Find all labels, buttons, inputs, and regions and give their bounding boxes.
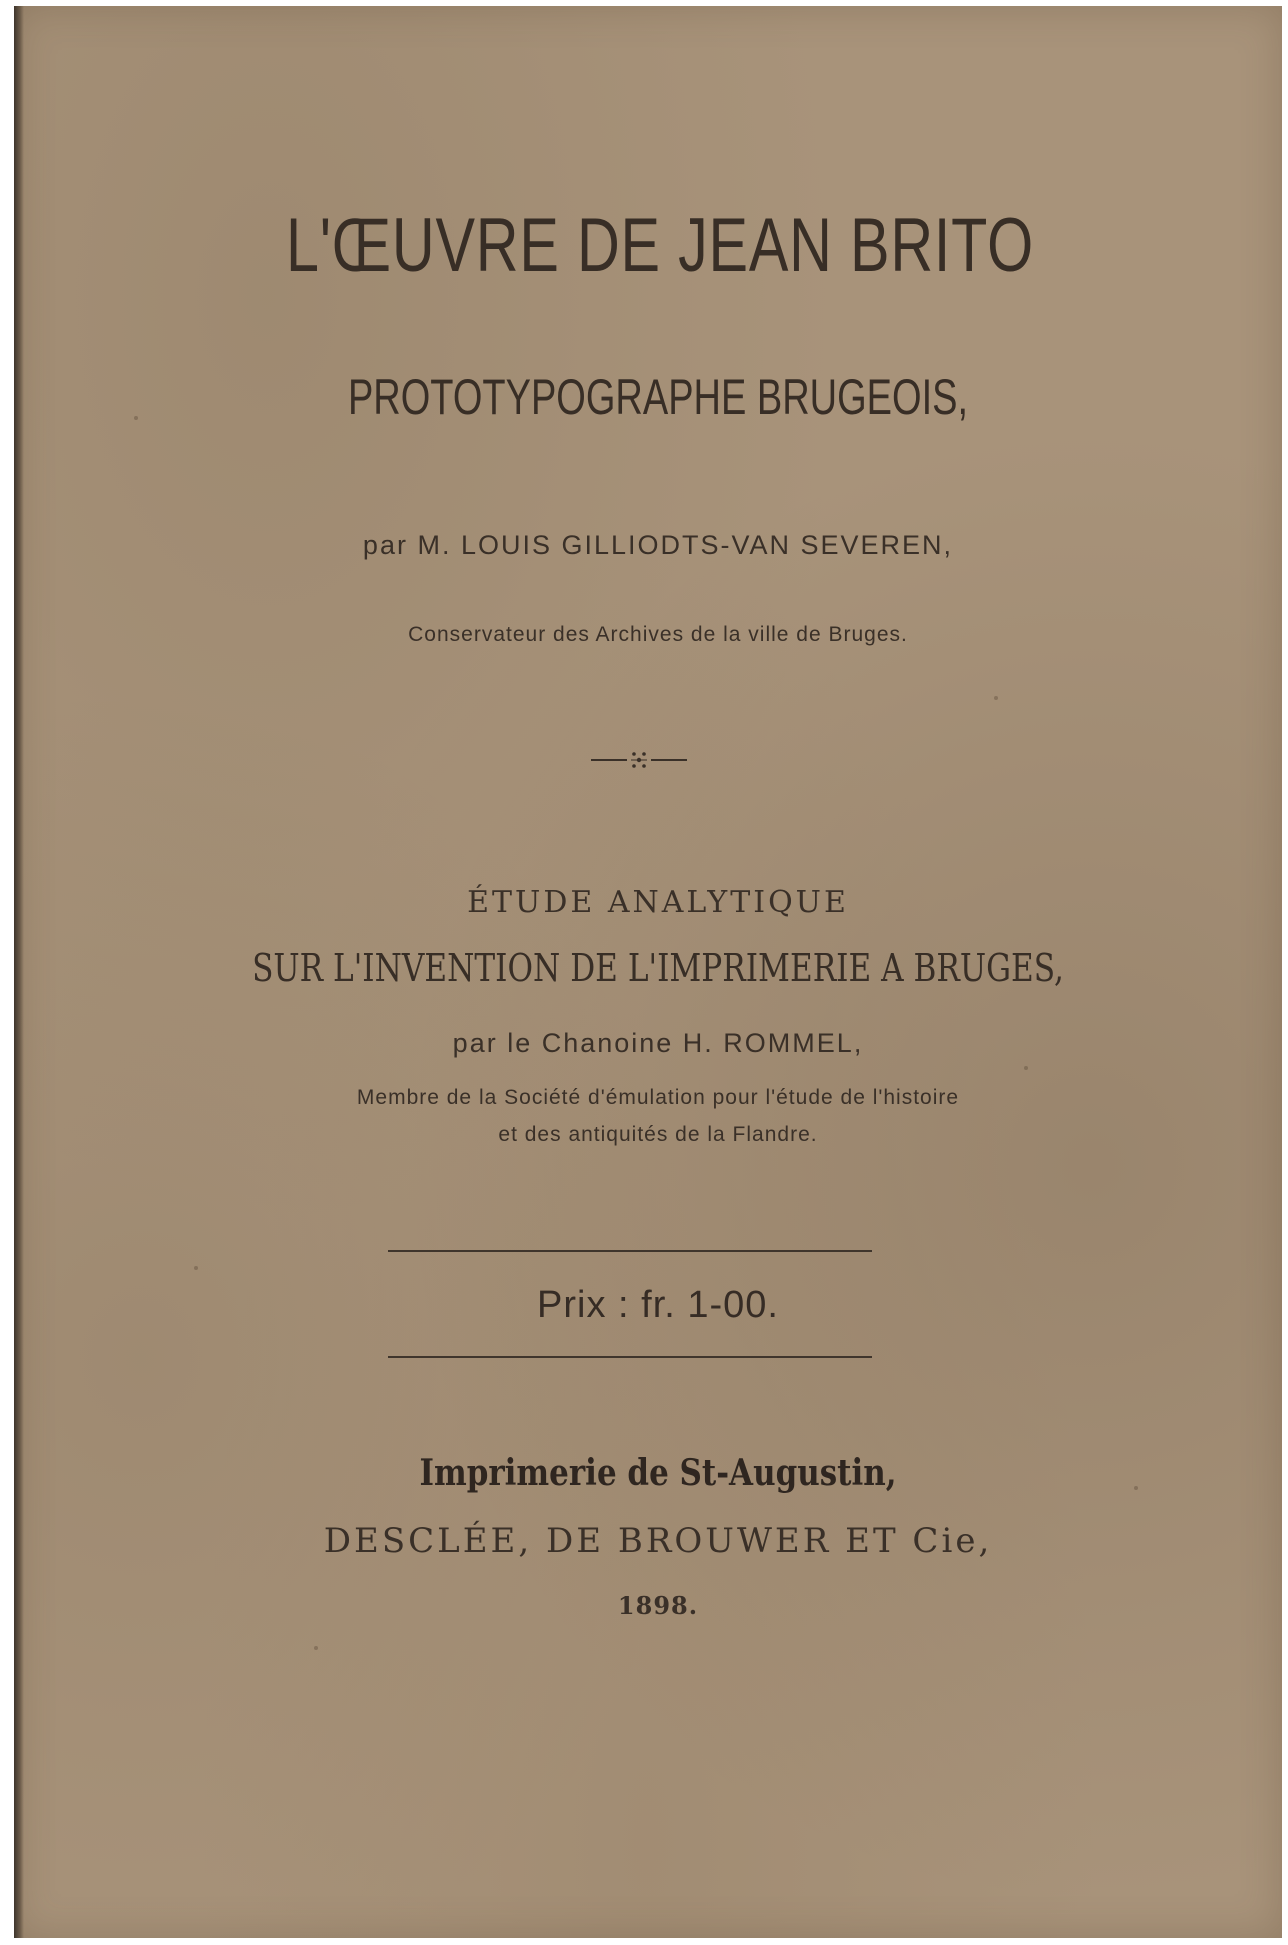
book-subtitle: PROTOTYPOGRAPHE BRUGEOIS,: [347, 369, 969, 425]
paper-foxing-spot: [994, 696, 998, 700]
author-role: Conservateur des Archives de la ville de Bruges.: [408, 623, 908, 646]
price-label: Prix : fr. 1-00.: [537, 1284, 779, 1326]
price-rule-bottom: [388, 1356, 872, 1358]
paper-foxing-spot: [1134, 1486, 1138, 1490]
study-title: ÉTUDE ANALYTIQUE: [467, 885, 849, 920]
paper-foxing-spot: [134, 416, 138, 420]
paper-foxing-spot: [314, 1646, 318, 1650]
publication-year: 1898.: [617, 1591, 699, 1620]
study-subtitle: SUR L'INVENTION DE L'IMPRIMERIE A BRUGES,: [252, 946, 1064, 990]
book-cover: [14, 6, 1282, 1938]
study-author-role-line-1: Membre de la Société d'émulation pour l'étude de l'histoire: [356, 1086, 960, 1109]
printer-name: Imprimerie de St-Augustin,: [419, 1452, 897, 1494]
paper-foxing-spot: [194, 1266, 198, 1270]
ornament-divider-icon: [589, 748, 689, 772]
author-line: par M. LOUIS GILLIODTS-VAN SEVEREN,: [362, 530, 954, 560]
study-author-line: par le Chanoine H. ROMMEL,: [452, 1028, 864, 1058]
publisher-name: DESCLÉE, DE BROUWER ET Cie,: [323, 1521, 993, 1561]
paper-foxing-spot: [1024, 1066, 1028, 1070]
study-author-role-line-2: et des antiquités de la Flandre.: [498, 1123, 818, 1146]
book-title: L'ŒUVRE DE JEAN BRITO: [285, 203, 1034, 288]
price-rule-top: [388, 1250, 872, 1252]
